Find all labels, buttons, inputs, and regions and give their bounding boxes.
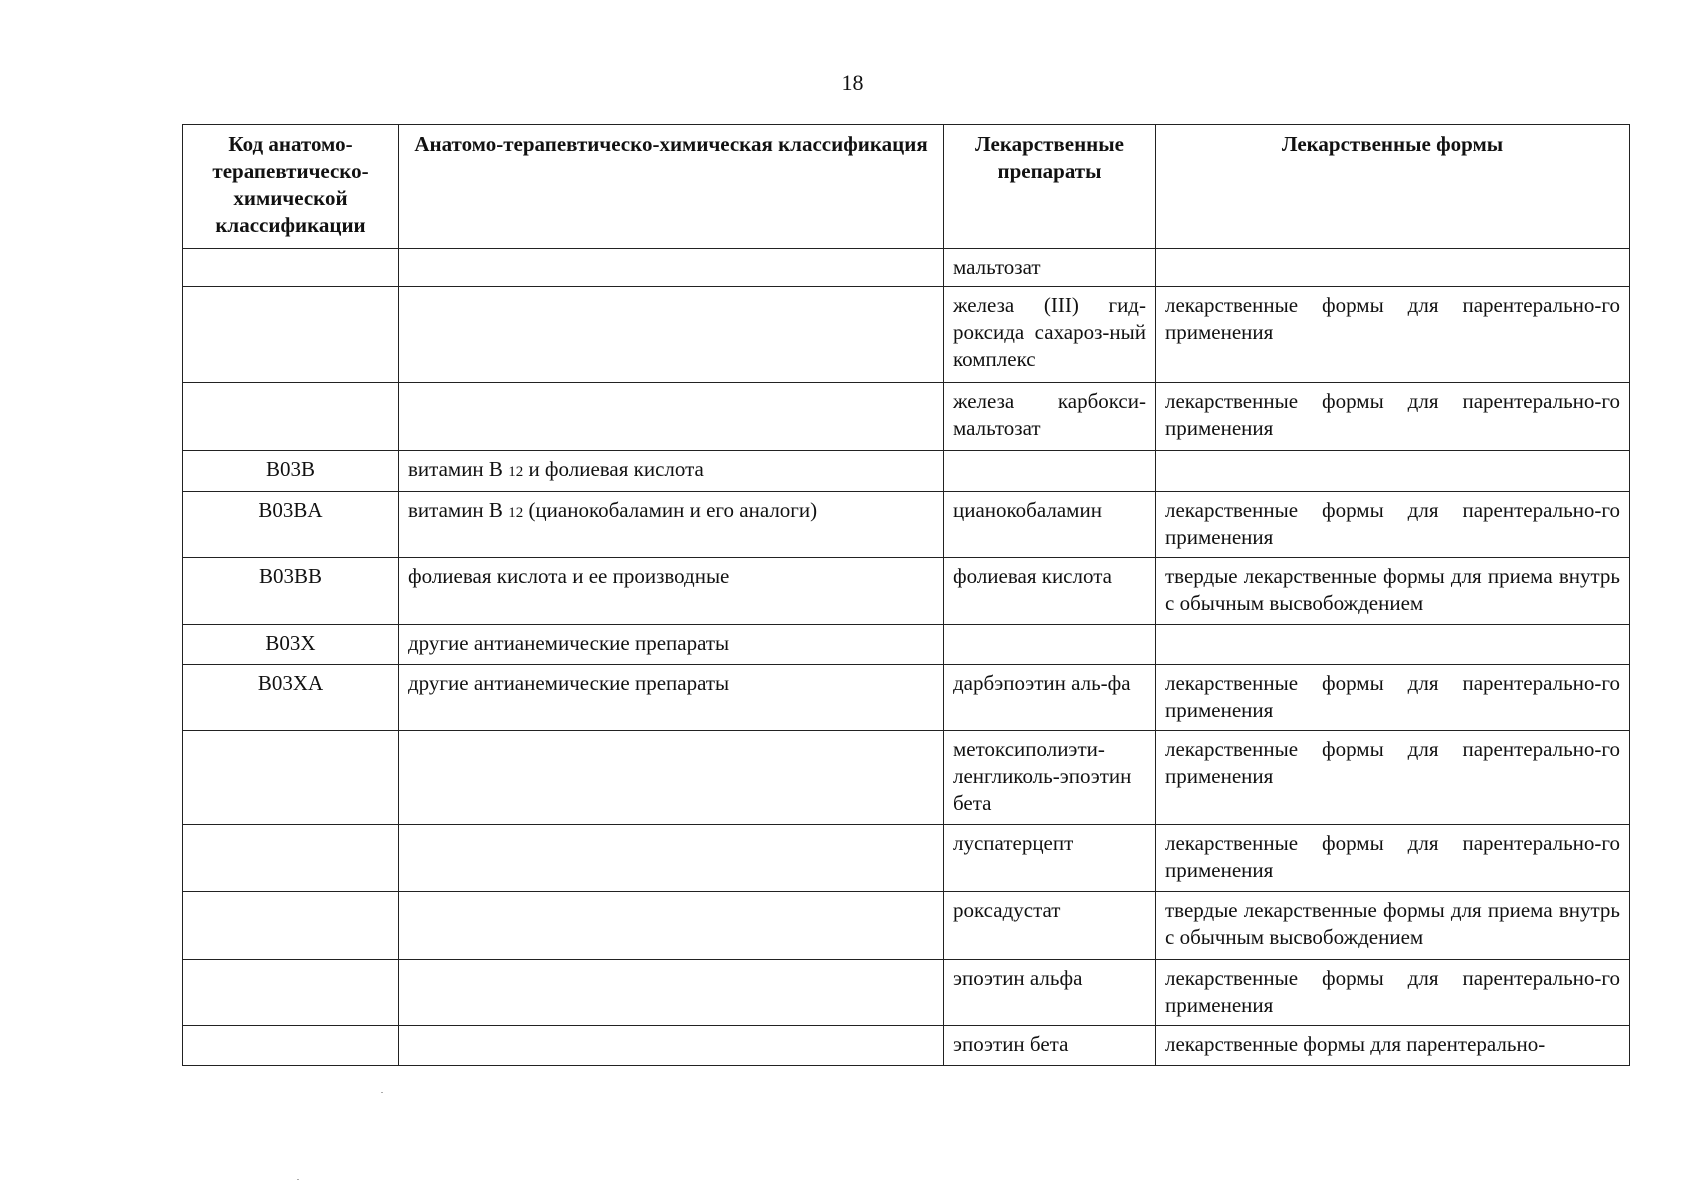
dosage-form-cell: лекарственные формы для парентерально-го применения: [1156, 492, 1630, 558]
page-number: 18: [841, 70, 864, 95]
drug-name-cell: луспатерцепт: [944, 825, 1156, 892]
table-row: [183, 492, 1630, 558]
atc-code-cell: [183, 825, 399, 892]
dosage-form-cell: лекарственные формы для парентерально-го применения: [1156, 731, 1630, 825]
atc-code-cell: [183, 249, 399, 287]
drug-name-cell: цианокобаламин: [944, 492, 1156, 558]
atc-code-cell: [183, 383, 399, 451]
atc-code-cell: B03B: [183, 451, 399, 492]
drug-name-cell: [944, 451, 1156, 492]
atc-classification-cell: [399, 825, 944, 892]
table-body: [183, 249, 1630, 1066]
dosage-form-cell: [1156, 625, 1630, 665]
atc-code-cell: B03X: [183, 625, 399, 665]
dosage-form-cell: твердые лекарственные формы для приема внутрь с обычным высвобождением: [1156, 558, 1630, 625]
dosage-form-cell: [1156, 249, 1630, 287]
table-row: [183, 1026, 1630, 1066]
atc-code-cell: [183, 731, 399, 825]
drug-name-cell: дарбэпоэтин аль-фа: [944, 665, 1156, 731]
table-row: [183, 665, 1630, 731]
scan-speck: [381, 1092, 383, 1093]
table-row: [183, 625, 1630, 665]
atc-code-cell: [183, 960, 399, 1026]
drug-name-cell: эпоэтин альфа: [944, 960, 1156, 1026]
atc-classification-cell: другие антианемические препараты: [399, 665, 944, 731]
table-row: [183, 451, 1630, 492]
atc-classification-cell: [399, 383, 944, 451]
drug-name-cell: метоксиполиэти-ленгликоль-эпоэтин бета: [944, 731, 1156, 825]
header-dosage-forms: Лекарственные формы: [1156, 125, 1630, 249]
header-drugs: Лекарственные препараты: [944, 125, 1156, 249]
header-atc-classification: Анатомо-терапевтическо-химическая классификация: [399, 125, 944, 249]
drug-name-cell: фолиевая кислота: [944, 558, 1156, 625]
atc-classification-cell: [399, 1026, 944, 1066]
scan-speck: [297, 1179, 299, 1180]
table-row: [183, 558, 1630, 625]
atc-classification-cell: фолиевая кислота и ее производные: [399, 558, 944, 625]
atc-classification-cell: витамин B 12 (цианокобаламин и его аналоги): [399, 492, 944, 558]
drug-name-cell: эпоэтин бета: [944, 1026, 1156, 1066]
vitamin-subscript: 12: [508, 505, 524, 521]
table-row: [183, 892, 1630, 960]
atc-code-cell: [183, 1026, 399, 1066]
drug-name-cell: мальтозат: [944, 249, 1156, 287]
dosage-form-cell: лекарственные формы для парентерально-: [1156, 1026, 1630, 1066]
dosage-form-cell: лекарственные формы для парентерально-го применения: [1156, 960, 1630, 1026]
dosage-form-cell: лекарственные формы для парентерально-го применения: [1156, 383, 1630, 451]
table-row: [183, 383, 1630, 451]
atc-code-cell: [183, 287, 399, 383]
dosage-form-cell: твердые лекарственные формы для приема внутрь с обычным высвобождением: [1156, 892, 1630, 960]
dosage-form-cell: лекарственные формы для парентерально-го применения: [1156, 825, 1630, 892]
drug-name-cell: роксадустат: [944, 892, 1156, 960]
atc-code-cell: B03BA: [183, 492, 399, 558]
atc-classification-cell: [399, 287, 944, 383]
atc-classification-table: [182, 124, 1630, 1066]
drug-name-cell: железа карбокси-мальтозат: [944, 383, 1156, 451]
atc-code-cell: B03BB: [183, 558, 399, 625]
vitamin-subscript: 12: [508, 464, 524, 480]
header-atc-code: Код анатомо-терапевтическо-химической классификации: [183, 125, 399, 249]
atc-classification-cell: [399, 960, 944, 1026]
table-row: [183, 825, 1630, 892]
dosage-form-cell: лекарственные формы для парентерально-го применения: [1156, 665, 1630, 731]
table-row: [183, 731, 1630, 825]
dosage-form-cell: лекарственные формы для парентерально-го применения: [1156, 287, 1630, 383]
atc-classification-cell: [399, 892, 944, 960]
atc-classification-cell: другие антианемические препараты: [399, 625, 944, 665]
dosage-form-cell: [1156, 451, 1630, 492]
table-row: [183, 249, 1630, 287]
atc-classification-cell: витамин B 12 и фолиевая кислота: [399, 451, 944, 492]
atc-classification-cell: [399, 731, 944, 825]
atc-code-cell: [183, 892, 399, 960]
table-row: [183, 287, 1630, 383]
table-header-row: [183, 125, 1630, 249]
drug-name-cell: железа (III) гид-роксида сахароз-ный комплекс: [944, 287, 1156, 383]
table-row: [183, 960, 1630, 1026]
drug-name-cell: [944, 625, 1156, 665]
atc-code-cell: B03XA: [183, 665, 399, 731]
atc-classification-cell: [399, 249, 944, 287]
